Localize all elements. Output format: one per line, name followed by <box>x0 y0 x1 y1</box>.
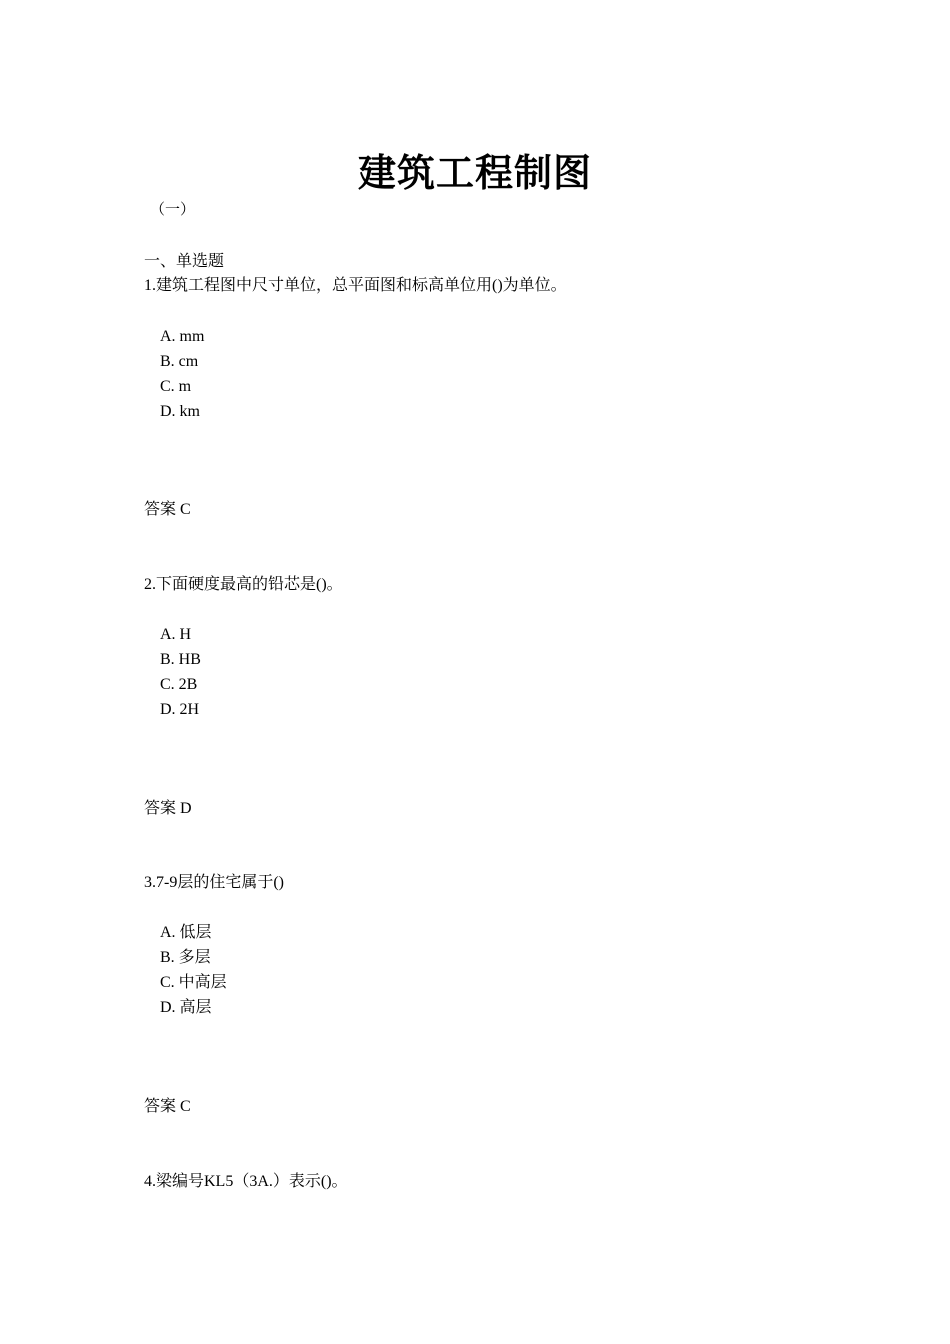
question-3-answer <box>144 1096 191 1118</box>
option-a: A. H <box>160 626 192 643</box>
option-a: A. mm <box>160 328 205 345</box>
option-b: B. cm <box>160 353 199 370</box>
option-d: D. 2H <box>160 701 200 718</box>
document-subtitle: （一） <box>150 202 196 218</box>
question-1-answer <box>144 499 191 521</box>
answer-value: C <box>180 1098 191 1115</box>
document-title: 建筑工程制图 <box>357 153 592 195</box>
answer-value: D <box>180 800 192 817</box>
section-heading: 一、单选题 <box>144 253 225 270</box>
question-3-text: 3.7-9层的住宅属于() <box>144 874 284 891</box>
option-c: C. m <box>160 378 192 395</box>
question-1-text: 1.建筑工程图中尺寸单位，总平面图和标高单位用()为单位。 <box>144 277 567 294</box>
option-b: B. 多层 <box>160 949 211 966</box>
option-d: D. 高层 <box>160 999 212 1016</box>
option-b: B. HB <box>160 651 201 668</box>
question-1-options <box>160 324 204 424</box>
question-2-options <box>160 622 201 722</box>
option-c: C. 中高层 <box>160 974 227 991</box>
answer-label: 答案 <box>144 501 177 518</box>
option-d: D. km <box>160 403 200 420</box>
question-2-text: 2.下面硬度最高的铅芯是()。 <box>144 576 343 593</box>
question-4-text: 4.梁编号KL5（3A.）表示()。 <box>144 1173 348 1190</box>
answer-label: 答案 <box>144 800 177 817</box>
option-c: C. 2B <box>160 676 198 693</box>
answer-label: 答案 <box>144 1098 177 1115</box>
answer-value: C <box>180 501 191 518</box>
option-a: A. 低层 <box>160 924 212 941</box>
question-2-answer <box>144 798 192 820</box>
question-3-options <box>160 920 227 1020</box>
